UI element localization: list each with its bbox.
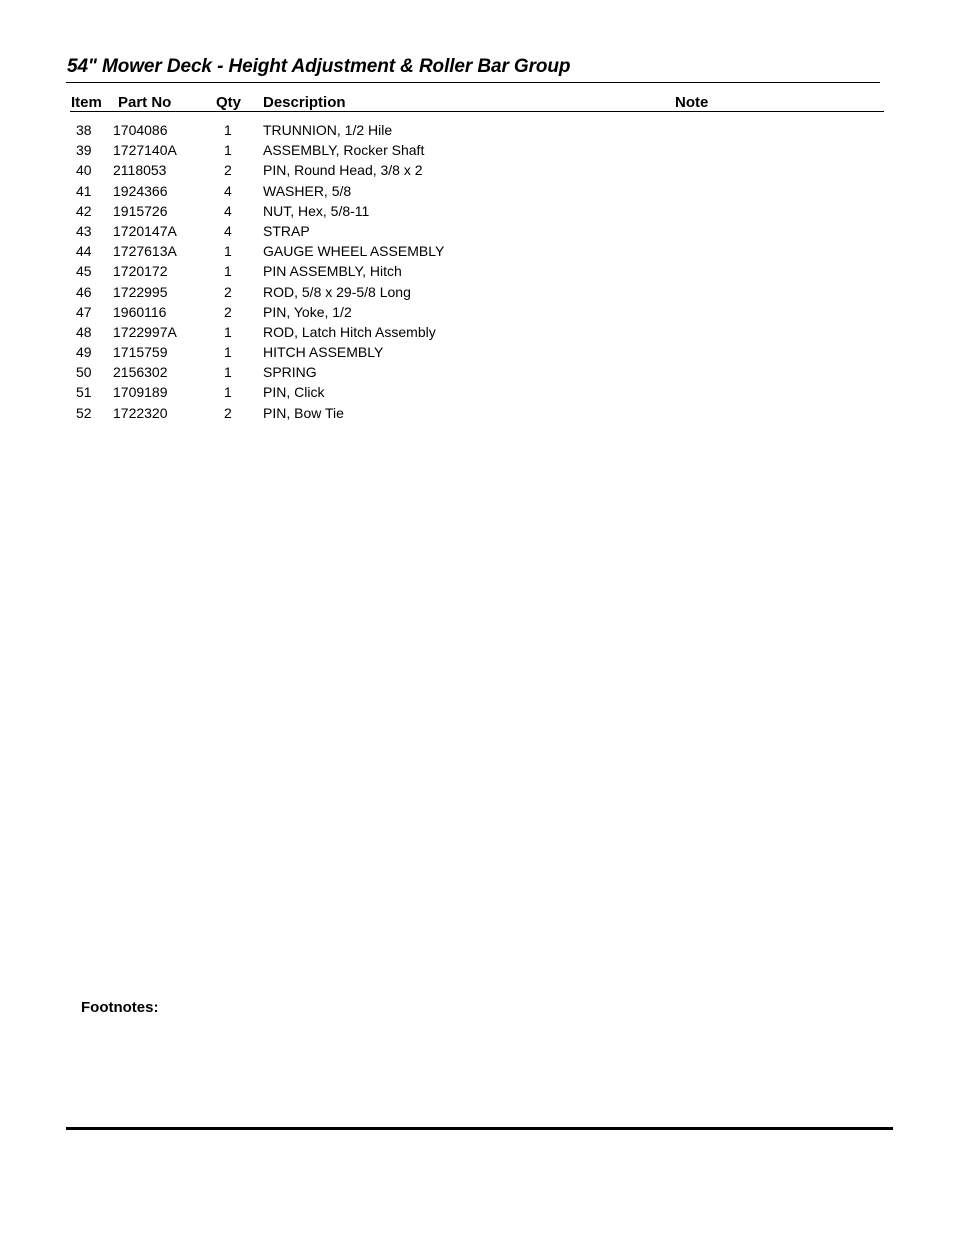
table-row: [0, 303, 954, 323]
cell-part-no: 1722995: [113, 283, 168, 300]
cell-qty: 1: [224, 323, 232, 340]
table-row: [0, 182, 954, 202]
cell-description: PIN, Click: [263, 384, 325, 401]
cell-description: PIN ASSEMBLY, Hitch: [263, 263, 402, 280]
table-row: [0, 262, 954, 282]
cell-qty: 2: [224, 404, 232, 421]
table-row: [0, 161, 954, 181]
cell-description: STRAP: [263, 222, 310, 239]
cell-part-no: 1727613A: [113, 243, 177, 260]
parts-table-body: [0, 121, 954, 424]
cell-description: SPRING: [263, 364, 317, 381]
cell-qty: 1: [224, 344, 232, 361]
cell-item: 50: [76, 364, 92, 381]
cell-part-no: 2118053: [113, 162, 167, 179]
cell-qty: 2: [224, 303, 232, 320]
cell-part-no: 1720172: [113, 263, 168, 280]
cell-part-no: 1722997A: [113, 323, 177, 340]
table-header: [0, 94, 954, 112]
cell-part-no: 1715759: [113, 344, 168, 361]
header-divider: [70, 111, 884, 112]
cell-qty: 1: [224, 243, 232, 260]
cell-part-no: 1960116: [113, 303, 167, 320]
table-row: [0, 141, 954, 161]
cell-item: 42: [76, 202, 92, 219]
table-row: [0, 222, 954, 242]
cell-qty: 2: [224, 162, 232, 179]
cell-part-no: 1727140A: [113, 142, 177, 159]
cell-item: 47: [76, 303, 92, 320]
cell-part-no: 1722320: [113, 404, 168, 421]
cell-item: 49: [76, 344, 92, 361]
cell-item: 44: [76, 243, 92, 260]
cell-description: ROD, Latch Hitch Assembly: [263, 323, 436, 340]
cell-part-no: 1709189: [113, 384, 168, 401]
cell-qty: 4: [224, 182, 232, 199]
cell-description: HITCH ASSEMBLY: [263, 344, 384, 361]
cell-qty: 1: [224, 263, 232, 280]
cell-description: TRUNNION, 1/2 Hile: [263, 122, 393, 138]
cell-item: 43: [76, 222, 92, 239]
cell-qty: 4: [224, 202, 232, 219]
table-row: [0, 363, 954, 383]
cell-item: 52: [76, 404, 92, 421]
table-row: [0, 383, 954, 403]
table-row: [0, 283, 954, 303]
table-row: [0, 121, 954, 141]
table-row: [0, 202, 954, 222]
header-qty: Qty: [216, 94, 242, 111]
cell-description: ROD, 5/8 x 29-5/8 Long: [263, 283, 411, 300]
cell-qty: 1: [224, 142, 232, 159]
cell-qty: 4: [224, 222, 232, 239]
cell-part-no: 1924366: [113, 182, 168, 199]
cell-description: PIN, Yoke, 1/2: [263, 303, 352, 320]
cell-description: ASSEMBLY, Rocker Shaft: [263, 142, 425, 159]
header-item: Item: [71, 94, 102, 111]
title-divider: [66, 82, 880, 83]
footnotes-label: Footnotes:: [81, 999, 159, 1016]
cell-part-no: 1915726: [113, 202, 168, 219]
header-description: Description: [263, 94, 346, 111]
cell-qty: 1: [224, 122, 232, 138]
cell-description: WASHER, 5/8: [263, 182, 352, 199]
cell-part-no: 1704086: [113, 122, 168, 138]
header-note: Note: [675, 94, 709, 111]
cell-item: 40: [76, 162, 92, 179]
cell-item: 46: [76, 283, 92, 300]
cell-item: 41: [76, 182, 92, 199]
cell-qty: 1: [224, 384, 232, 401]
table-row: [0, 343, 954, 363]
cell-description: NUT, Hex, 5/8-11: [263, 202, 370, 219]
cell-description: GAUGE WHEEL ASSEMBLY: [263, 243, 445, 260]
cell-description: PIN, Round Head, 3/8 x 2: [263, 162, 423, 179]
table-row: [0, 404, 954, 424]
cell-item: 48: [76, 323, 92, 340]
table-row: [0, 242, 954, 262]
cell-part-no: 2156302: [113, 364, 168, 381]
header-part-no: Part No: [118, 94, 172, 111]
cell-item: 45: [76, 263, 92, 280]
footer-divider: [66, 1127, 893, 1130]
cell-description: PIN, Bow Tie: [263, 404, 344, 421]
cell-item: 39: [76, 142, 92, 159]
cell-item: 51: [76, 384, 92, 401]
cell-qty: 2: [224, 283, 232, 300]
table-row: [0, 323, 954, 343]
page-title: 54" Mower Deck - Height Adjustment & Roller Bar Group: [67, 56, 571, 77]
cell-qty: 1: [224, 364, 232, 381]
cell-item: 38: [76, 122, 92, 138]
cell-part-no: 1720147A: [113, 222, 177, 239]
